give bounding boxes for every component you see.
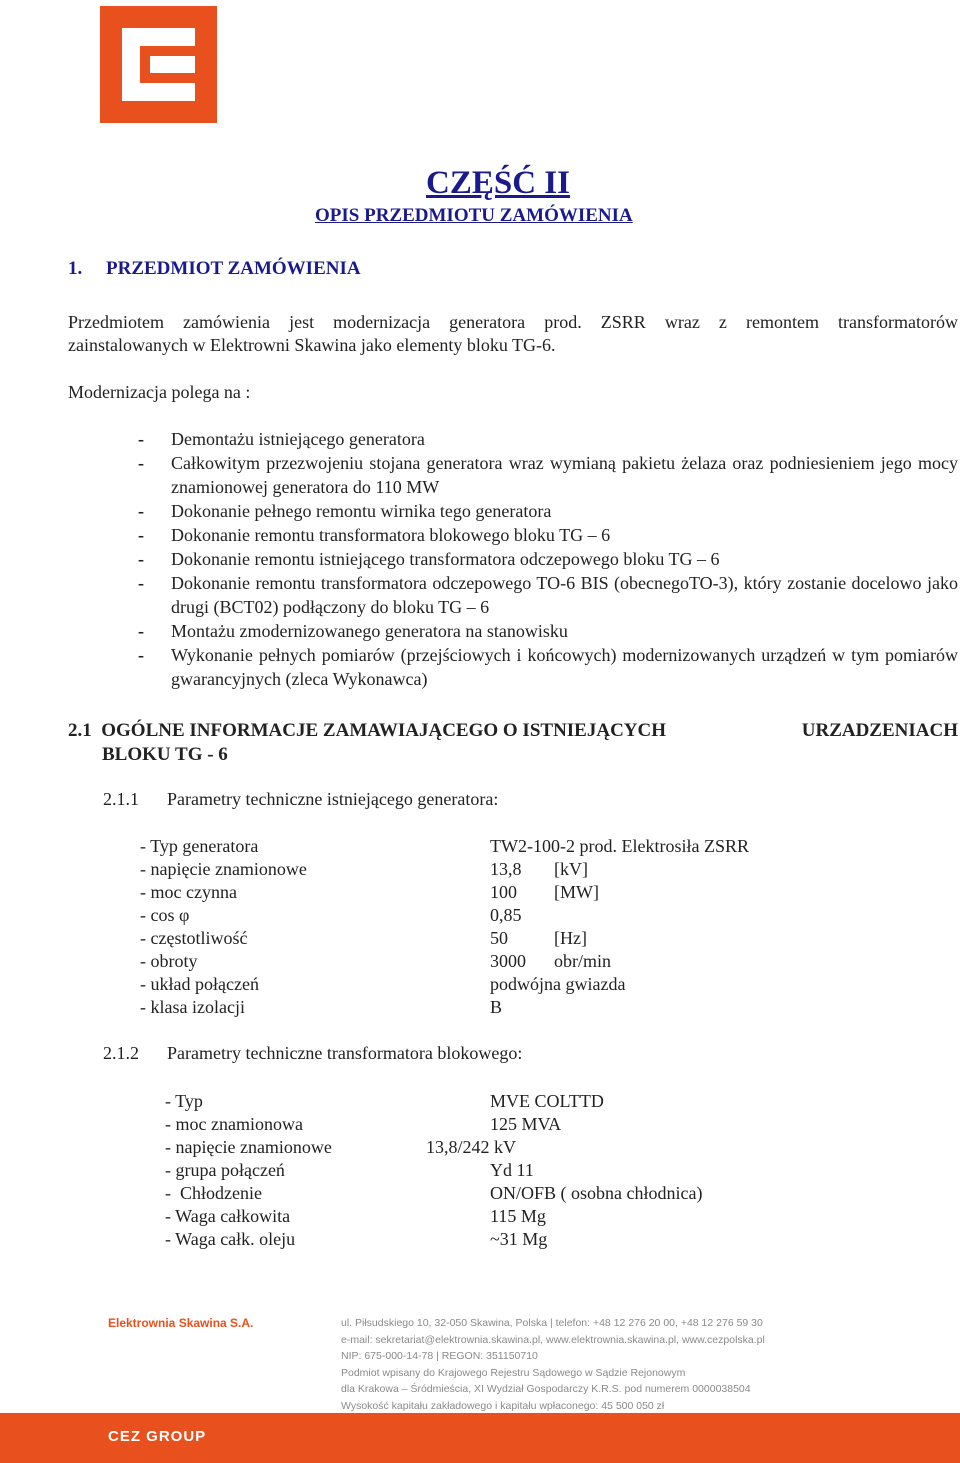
param-value: 50 (490, 928, 508, 948)
intro-paragraph (68, 311, 958, 357)
section-1-title: PRZEDMIOT ZAMÓWIENIA (106, 258, 361, 279)
modernization-list (138, 427, 958, 691)
section-1-heading (68, 258, 361, 280)
subsection-number: 2.1.2 (103, 1043, 139, 1063)
param-label: - układ połączeń (140, 974, 259, 994)
section-2-1-title-line-2: BLOKU TG - 6 (102, 744, 228, 765)
param-unit: [Hz] (554, 928, 587, 948)
footer-info-line: ul. Piłsudskiego 10, 32-050 Skawina, Polska | telefon: +48 12 276 20 00, +48 12 276 59 30 (341, 1317, 763, 1329)
param-value: ~31 Mg (490, 1229, 548, 1249)
generator-parameters-table (140, 836, 840, 1026)
cez-logo-icon (100, 6, 217, 123)
list-item: - Wykonanie pełnych pomiarów (przejściowych i końcowych) modernizowanych urządzeń w tym pomiarów gwarancyjnych (zleca Wykonawca) (138, 645, 958, 689)
param-label: - częstotliwość (140, 928, 248, 948)
footer-info-line: dla Krakowa – Śródmieścia, XI Wydział Gospodarczy K.R.S. pod numerem 0000038504 (341, 1383, 751, 1395)
param-value: B (490, 997, 503, 1017)
param-label: - Waga całk. oleju (165, 1229, 296, 1249)
footer-info-line: e-mail: sekretariat@elektrownia.skawina.pl, www.elektrownia.skawina.pl, www.cezpolska.pl (341, 1333, 765, 1346)
param-value: 13,8 (490, 859, 522, 879)
subsection-title: Parametry techniczne istniejącego generatora: (167, 789, 499, 809)
param-label: - cos φ (140, 905, 190, 925)
part-title: CZĘŚĆ II (426, 165, 570, 201)
param-unit: obr/min (554, 951, 611, 971)
intro-line-1: Przedmiotem zamówienia jest modernizacja generatora prod. ZSRR wraz z remontem transformatorów (68, 312, 958, 332)
section-2-1-number: 2.1 (68, 720, 92, 741)
part-subtitle: OPIS PRZEDMIOTU ZAMÓWIENIA (315, 205, 633, 226)
subsection-2-1-2-heading (103, 1043, 522, 1064)
transformer-parameters-table (165, 1091, 845, 1256)
param-label: - Waga całkowita (165, 1206, 291, 1226)
param-label: - Typ generatora (140, 836, 259, 856)
cez-group-label: CEZ GROUP (108, 1428, 207, 1445)
param-value: 100 (490, 882, 517, 902)
param-value: MVE COLTTD (490, 1091, 604, 1111)
list-item: - Montażu zmodernizowanego generatora na stanowisku (138, 621, 568, 641)
param-label: - Typ (165, 1091, 203, 1111)
intro-line-2: zainstalowanych w Elektrowni Skawina jako elementy bloku TG-6. (68, 335, 556, 355)
section-2-1-heading (68, 719, 958, 767)
param-value: ON/OFB ( osobna chłodnica) (490, 1183, 703, 1203)
subsection-number: 2.1.1 (103, 789, 139, 809)
param-label: - napięcie znamionowe (140, 859, 307, 879)
modernization-intro: Modernizacja polega na : (68, 382, 251, 402)
footer-company-info (341, 1315, 765, 1414)
section-2-1-title: OGÓLNE INFORMACJE ZAMAWIAJĄCEGO O ISTNIEJĄCYCH (101, 720, 667, 741)
param-unit: [kV] (554, 859, 588, 879)
subsection-title: Parametry techniczne transformatora blokowego: (167, 1043, 523, 1063)
footer-info-line: Wysokość kapitału zakładowego i kapitału wpłaconego: 45 500 050 zł (341, 1399, 665, 1412)
param-label: - grupa połączeń (165, 1160, 285, 1180)
param-value: 0,85 (490, 905, 522, 925)
param-value: 125 MVA (490, 1114, 562, 1134)
param-value: podwójna gwiazda (490, 974, 626, 994)
param-value: TW2-100-2 prod. Elektrosiła ZSRR (490, 836, 749, 856)
footer-info-line: Podmiot wpisany do Krajowego Rejestru Sądowego w Sądzie Rejonowym (341, 1366, 686, 1379)
param-label: - Chłodzenie (165, 1183, 262, 1203)
param-label: - moc czynna (140, 882, 237, 902)
subsection-2-1-1-heading (103, 789, 498, 810)
param-label: - obroty (140, 951, 198, 971)
param-value: 13,8/242 kV (426, 1137, 516, 1157)
list-item: - Dokonanie pełnego remontu wirnika tego generatora (138, 501, 552, 521)
param-label: - moc znamionowa (165, 1114, 303, 1134)
list-item: - Dokonanie remontu transformatora blokowego bloku TG – 6 (138, 525, 611, 545)
list-item: - Całkowitym przezwojeniu stojana generatora wraz wymianą pakietu żelaza oraz podniesieniem jego mocy znamionowej generatora do 110 MW (138, 453, 958, 497)
list-item: - Demontażu istniejącego generatora (138, 429, 425, 449)
param-unit: [MW] (554, 882, 599, 902)
list-item: - Dokonanie remontu istniejącego transformatora odczepowego bloku TG – 6 (138, 549, 720, 569)
footer-info-line: NIP: 675-000-14-78 | REGON: 351150710 (341, 1350, 538, 1362)
section-1-number: 1. (68, 258, 83, 279)
param-value: Yd 11 (490, 1160, 534, 1180)
section-2-1-title-end: URZADZENIACH (801, 720, 958, 741)
param-label: - klasa izolacji (140, 997, 245, 1017)
footer-company-name: Elektrownia Skawina S.A. (108, 1316, 254, 1330)
param-label: - napięcie znamionowe (165, 1137, 332, 1157)
list-item: - Dokonanie remontu transformatora odczepowego TO-6 BIS (obecnegoTO-3), który zostanie docelowo jako drugi (BCT02) podłączony do bloku TG – 6 (138, 573, 958, 617)
param-value: 115 Mg (490, 1206, 546, 1226)
param-value: 3000 (490, 951, 526, 971)
